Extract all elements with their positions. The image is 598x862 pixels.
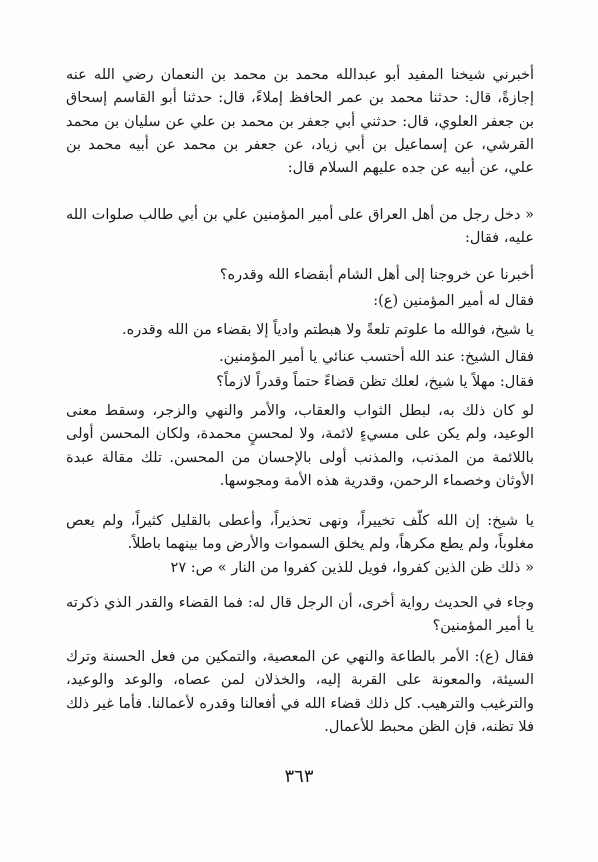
question-text: أخبرنا عن خروجنا إلى أهل الشام أبقضاء الله وقدره؟ [219, 267, 534, 283]
isnad-text: أخبرني شيخنا المفيد أبو عبدالله محمد بن محمد بن النعمان رضي الله عنه إجازةً، قال: حدثنا محمد بن عمر الحافظ إملاءً، قال: حدثنا أبو القاسم إسحاق بن جعفر العلوي، قال: حدثني أبي جعفر بن محمد بن علي عن سليان بن محمد القرشي، عن إسماعيل بن أبي زياد، عن جعفر بن محمد عن أبيه محمد بن علي، عن أبيه عن جده عليهم السلام قال: [66, 67, 534, 177]
riwaya-paragraph [66, 592, 534, 639]
shaykh-line [66, 346, 534, 369]
page-number: ٣٦٣ [284, 766, 314, 787]
intro-paragraph [66, 204, 534, 251]
final-paragraph [66, 646, 534, 739]
ya-shaykh-paragraph [66, 510, 534, 557]
intro-text: « دخل رجل من أهل العراق على أمير المؤمنين علي بن أبي طالب صلوات الله عليه، فقال: [66, 207, 534, 247]
quran-text: « ذلك ظن الذين كفروا، فويل للذين كفروا من النار » ص: ٢٧ [170, 560, 534, 576]
riwaya-text: وجاء في الحديث رواية أخرى، أن الرجل قال له: فما القضاء والقدر الذي ذكرته يا أمير المؤمنين؟ [66, 595, 534, 635]
amir-said-line [66, 290, 534, 313]
quran-line [66, 557, 534, 580]
shaykh-text: فقال الشيخ: عند الله أحتسب عنائي يا أمير المؤمنين. [219, 349, 534, 365]
law-kana-text: لو كان ذلك به، لبطل الثواب والعقاب، والأمر والنهي والزجر، وسقط معنى الوعيد، ولم يكن على مسيءٍ لائمة، ولا لمحسنٍ محمدة، ولكان المحسن أولى باللائمة من المذنب، والمذنب أولى بالإحسان من المحسن. تلك مقالة عبدة الأوثان وخصماء الرحمن، وقدرية هذه الأمة ومجوسها. [66, 403, 534, 489]
ya-shaykh-text: يا شيخ: إن الله كلّف تخييراً، ونهى تحذيراً، وأعطى بالقليل كثيراً، ولم يعص مغلوباً، ولم يطع مكرهاً، ولم يخلق السموات والأرض وما بينهما باطلاً. [66, 513, 534, 553]
answer-1-text: يا شيخ، فوالله ما علوتم تلعةً ولا هبطتم وادياً إلا بقضاء من الله وقدره. [121, 322, 534, 338]
answer-2-text: فقال: مهلاً يا شيخ، لعلك تظن قضاءً حتماً وقدراً لازماً؟ [216, 374, 534, 390]
law-kana-paragraph [66, 400, 534, 493]
question-line [66, 264, 534, 287]
answer-1-line [66, 319, 534, 342]
isnad-paragraph [66, 64, 534, 180]
final-text: فقال (ع): الأمر بالطاعة والنهي عن المعصية، والتمكين من فعل الحسنة وترك السيئة، والمعونة على القربة إليه، والخذلان لمن عصاه، والوعد والوعيد، والترغيب والترهيب. كل ذلك قضاء الله في أفعالنا وقدره لأعمالنا. فأما غير ذلك فلا تظنه، فإن الظن محبط للأعمال. [66, 649, 534, 735]
amir-said-text: فقال له أمير المؤمنين (ع): [373, 293, 534, 309]
answer-2-line [66, 371, 534, 394]
